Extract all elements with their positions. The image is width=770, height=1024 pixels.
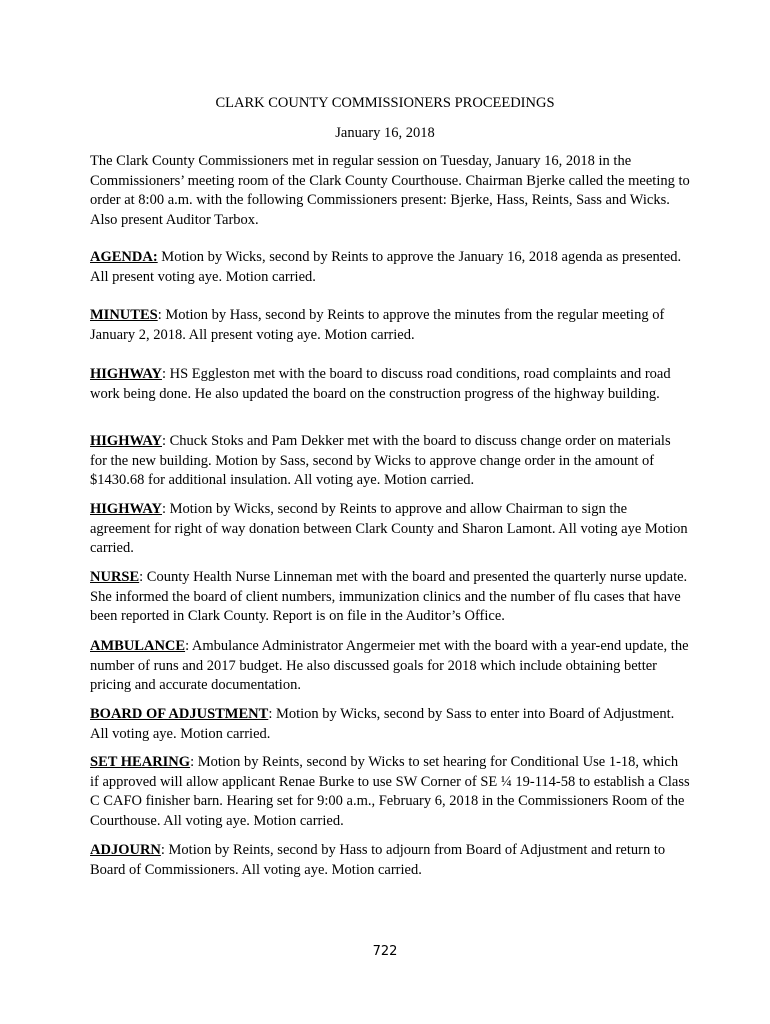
- section-text: : Motion by Hass, second by Reints to approve the minutes from the regular meeting of January 2, 2018. All present voting aye. Motion carried.: [90, 307, 665, 343]
- section-text: : HS Eggleston met with the board to discuss road conditions, road complaints and road work being done. He also updated the board on the construction progress of the highway building.: [90, 366, 671, 402]
- nurse-paragraph: [90, 568, 690, 627]
- adjourn-paragraph: [90, 841, 690, 880]
- section-heading: ADJOURN: [90, 842, 161, 858]
- section-heading: HIGHWAY: [90, 433, 162, 449]
- section-heading: AGENDA:: [90, 249, 158, 265]
- section-text: : Motion by Reints, second by Wicks to set hearing for Conditional Use 1-18, which if approved will allow applicant Renae Burke to use SW Corner of SE ¼ 19-114-58 to establish a Class C CAFO finisher barn. Hearing set for 9:00 a.m., February 6, 2018 in the Commissioners Room of the Courthouse. All voting aye. Motion carried.: [90, 754, 690, 829]
- document-date: January 16, 2018: [335, 125, 435, 141]
- page-number: 722: [372, 944, 398, 959]
- highway-paragraph-3: [90, 500, 690, 559]
- section-text: : Motion by Wicks, second by Sass to enter into Board of Adjustment. All voting aye. Motion carried.: [90, 706, 675, 742]
- section-heading: NURSE: [90, 569, 140, 585]
- section-text: : Chuck Stoks and Pam Dekker met with the board to discuss change order on materials for the new building. Motion by Sass, second by Wicks to approve change order in the amount of $1430.68 for additional insulation. All voting aye. Motion carried.: [90, 433, 671, 488]
- section-heading: BOARD OF ADJUSTMENT: [90, 706, 269, 722]
- board-of-adjustment-paragraph: [90, 705, 690, 744]
- minutes-paragraph: [90, 306, 690, 345]
- section-heading: AMBULANCE: [90, 638, 186, 654]
- section-heading: MINUTES: [90, 307, 158, 323]
- agenda-paragraph: [90, 248, 690, 287]
- set-hearing-paragraph: [90, 753, 690, 831]
- section-text: : County Health Nurse Linneman met with the board and presented the quarterly nurse update. She informed the board of client numbers, immunization clinics and the number of flu cases that have been reported in Clark County. Report is on file in the Auditor’s Office.: [90, 569, 688, 624]
- ambulance-paragraph: [90, 637, 690, 696]
- section-text: Motion by Wicks, second by Reints to approve the January 16, 2018 agenda as presented. All present voting aye. Motion carried.: [90, 249, 682, 285]
- highway-paragraph-2: [90, 432, 690, 491]
- highway-paragraph-1: [90, 365, 690, 404]
- section-heading: HIGHWAY: [90, 366, 162, 382]
- section-heading: HIGHWAY: [90, 501, 162, 517]
- section-heading: SET HEARING: [90, 754, 191, 770]
- document-title: CLARK COUNTY COMMISSIONERS PROCEEDINGS: [215, 95, 555, 111]
- section-text: : Ambulance Administrator Angermeier met with the board with a year-end update, the number of runs and 2017 budget. He also discussed goals for 2018 which include obtaining better pricing and accurate documentation.: [90, 638, 689, 693]
- section-text: : Motion by Reints, second by Hass to adjourn from Board of Adjustment and return to Board of Commissioners. All voting aye. Motion carried.: [90, 842, 666, 878]
- intro-paragraph: The Clark County Commissioners met in regular session on Tuesday, January 16, 2018 in the Commissioners’ meeting room of the Clark County Courthouse. Chairman Bjerke called the meeting to order at 8:00 a.m. with the following Commissioners present: Bjerke, Hass, Reints, Sass and Wicks. Also present Auditor Tarbox.: [90, 153, 690, 228]
- section-text: : Motion by Wicks, second by Reints to approve and allow Chairman to sign the agreement for right of way donation between Clark County and Sharon Lamont. All voting aye Motion carried.: [90, 501, 688, 556]
